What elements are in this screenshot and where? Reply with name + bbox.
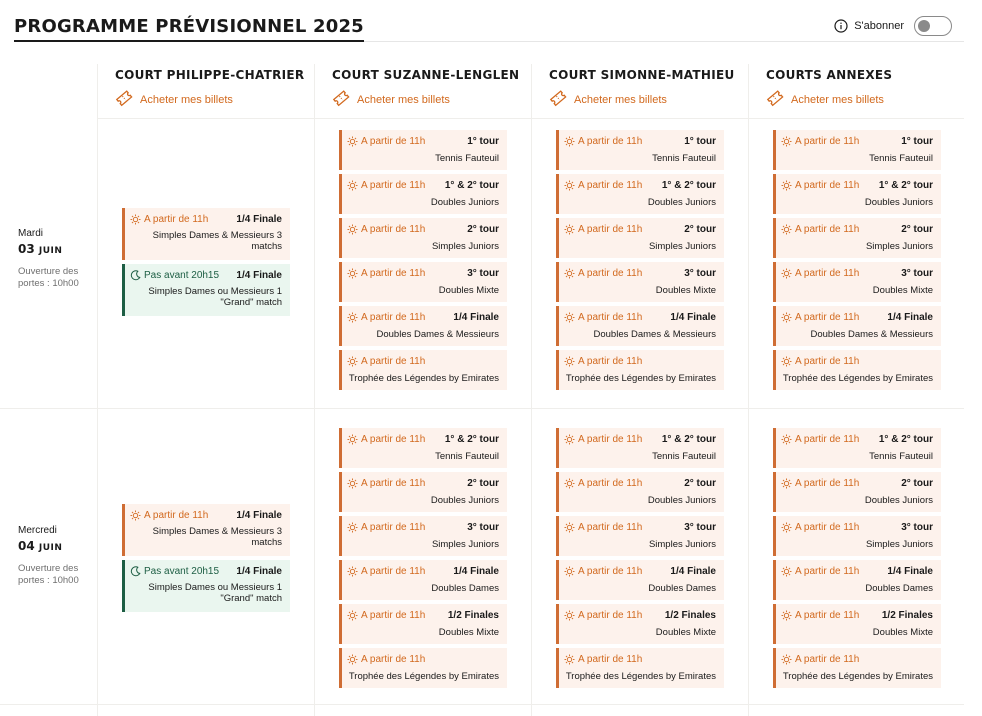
slot-time-label: A partir de 11h — [578, 522, 643, 533]
slot-time — [130, 510, 208, 521]
moon-icon — [130, 566, 141, 577]
day-date — [18, 539, 90, 553]
slot-round: 1/4 Finale — [887, 312, 933, 323]
match-slot[interactable] — [556, 174, 724, 214]
slot-round: 2° tour — [901, 478, 933, 489]
sun-icon — [347, 356, 358, 367]
slot-time-label: A partir de 11h — [795, 356, 860, 367]
slot-time — [347, 136, 425, 147]
match-slot[interactable] — [773, 218, 941, 258]
buy-tickets-label: Acheter mes billets — [357, 93, 450, 106]
slot-round: 3° tour — [901, 268, 933, 279]
slot-event: Tennis Fauteuil — [652, 451, 716, 462]
ticket-icon — [766, 89, 791, 110]
court-header — [766, 68, 892, 110]
slot-time-label: A partir de 11h — [578, 136, 643, 147]
slot-time — [564, 522, 642, 533]
match-slot[interactable] — [339, 428, 507, 468]
gate-opening: Ouverture des portes : 10h00 — [18, 563, 79, 586]
slot-event: Simples Juniors — [648, 241, 716, 252]
slot-event: Doubles Juniors — [430, 197, 499, 208]
match-slot[interactable] — [556, 516, 724, 556]
match-slot[interactable] — [339, 604, 507, 644]
sun-icon — [781, 312, 792, 323]
slot-time-label: A partir de 11h — [578, 610, 643, 621]
sun-icon — [347, 312, 358, 323]
slot-time — [781, 356, 859, 367]
slot-time — [564, 566, 642, 577]
match-slot[interactable] — [339, 350, 507, 390]
slot-round: 1/2 Finales — [664, 610, 716, 621]
match-slot[interactable] — [773, 648, 941, 688]
slot-time — [564, 654, 642, 665]
match-slot[interactable] — [556, 560, 724, 600]
sun-icon — [781, 224, 792, 235]
sun-icon — [781, 610, 792, 621]
buy-tickets-label: Acheter mes billets — [140, 93, 233, 106]
slot-time-label: A partir de 11h — [361, 268, 426, 279]
sun-icon — [347, 268, 358, 279]
slot-round: 2° tour — [684, 224, 716, 235]
slot-time-label: Pas avant 20h15 — [144, 270, 220, 281]
column-divider — [97, 64, 98, 716]
slot-round: 2° tour — [467, 478, 499, 489]
slot-time — [781, 224, 859, 235]
slot-time-label: A partir de 11h — [361, 180, 426, 191]
match-slot[interactable] — [556, 306, 724, 346]
match-slot[interactable] — [556, 428, 724, 468]
buy-tickets-link[interactable] — [766, 89, 892, 110]
slot-time — [130, 214, 208, 225]
slot-time — [347, 356, 425, 367]
slot-round: 1/2 Finales — [881, 610, 933, 621]
slot-event: Doubles Juniors — [864, 197, 933, 208]
slot-time-label: A partir de 11h — [578, 180, 643, 191]
day-number: 04 — [18, 539, 35, 553]
sun-icon — [564, 654, 575, 665]
slot-time — [347, 654, 425, 665]
slot-time — [781, 180, 859, 191]
match-slot[interactable] — [773, 560, 941, 600]
slot-time — [781, 566, 859, 577]
sun-icon — [564, 180, 575, 191]
slot-event: Doubles Dames — [865, 583, 933, 594]
slot-time — [347, 522, 425, 533]
column-divider — [748, 64, 749, 716]
sun-icon — [347, 180, 358, 191]
day-name: Mardi — [18, 228, 44, 239]
court-name: COURTS ANNEXES — [766, 68, 893, 82]
slot-event: Doubles Dames & Messieurs — [593, 329, 716, 340]
ticket-icon — [115, 89, 140, 110]
sun-icon — [781, 434, 792, 445]
slot-event: Doubles Juniors — [864, 495, 933, 506]
slot-event: Doubles Juniors — [647, 197, 716, 208]
slot-event: Doubles Juniors — [430, 495, 499, 506]
slot-event: Doubles Mixte — [872, 627, 933, 638]
slot-time — [781, 522, 859, 533]
slot-time — [347, 180, 425, 191]
slot-time — [564, 224, 642, 235]
subscribe-control — [834, 16, 952, 36]
slot-round: 1° tour — [684, 136, 716, 147]
match-slot[interactable] — [122, 560, 290, 612]
slot-time-label: A partir de 11h — [578, 356, 643, 367]
slot-time-label: A partir de 11h — [144, 214, 209, 225]
sun-icon — [781, 522, 792, 533]
slot-time — [781, 136, 859, 147]
match-slot[interactable] — [556, 472, 724, 512]
slot-time-label: A partir de 11h — [795, 312, 860, 323]
slot-event: Simples Juniors — [648, 539, 716, 550]
row-divider — [97, 118, 964, 119]
match-slot[interactable] — [339, 262, 507, 302]
slot-round: 1° & 2° tour — [878, 180, 933, 191]
match-slot[interactable] — [339, 648, 507, 688]
slot-time — [130, 270, 219, 281]
match-slot[interactable] — [339, 560, 507, 600]
slot-time — [781, 610, 859, 621]
slot-round: 1° & 2° tour — [661, 434, 716, 445]
slot-time-label: A partir de 11h — [361, 654, 426, 665]
slot-event: Doubles Mixte — [872, 285, 933, 296]
slot-time — [781, 434, 859, 445]
slot-time-label: A partir de 11h — [578, 478, 643, 489]
match-slot[interactable] — [122, 264, 290, 316]
slot-time-label: A partir de 11h — [795, 434, 860, 445]
slot-event: Simples Juniors — [431, 241, 499, 252]
slot-event: Simples Juniors — [865, 539, 933, 550]
sun-icon — [781, 654, 792, 665]
sun-icon — [564, 478, 575, 489]
sun-icon — [781, 478, 792, 489]
sun-icon — [781, 180, 792, 191]
slot-round: 1/4 Finale — [453, 312, 499, 323]
page-header — [14, 14, 964, 42]
slot-round: 1/4 Finale — [236, 214, 282, 225]
sun-icon — [564, 610, 575, 621]
court-name: COURT PHILIPPE-CHATRIER — [115, 68, 305, 82]
match-slot[interactable] — [339, 174, 507, 214]
subscribe-toggle[interactable] — [914, 16, 952, 36]
buy-tickets-link[interactable] — [549, 89, 735, 110]
slot-round: 1/4 Finale — [236, 270, 282, 281]
slot-round: 3° tour — [467, 268, 499, 279]
slot-time — [347, 610, 425, 621]
match-slot[interactable] — [773, 174, 941, 214]
sun-icon — [347, 136, 358, 147]
slot-time-label: A partir de 11h — [578, 566, 643, 577]
toggle-knob — [918, 20, 930, 32]
slot-round: 1/4 Finale — [670, 566, 716, 577]
match-slot[interactable] — [556, 604, 724, 644]
slot-time — [564, 180, 642, 191]
slot-event: Doubles Dames & Messieurs — [810, 329, 933, 340]
slot-time-label: A partir de 11h — [361, 434, 426, 445]
slot-time-label: A partir de 11h — [578, 268, 643, 279]
slot-event: Tennis Fauteuil — [869, 153, 933, 164]
slot-time — [347, 268, 425, 279]
slot-time-label: A partir de 11h — [795, 136, 860, 147]
day-number: 03 — [18, 242, 35, 256]
slot-round: 1° & 2° tour — [661, 180, 716, 191]
slot-time-label: A partir de 11h — [578, 654, 643, 665]
slot-time — [781, 654, 859, 665]
slot-time-label: A partir de 11h — [361, 356, 426, 367]
sun-icon — [564, 224, 575, 235]
slot-time — [564, 356, 642, 367]
slot-event: Tennis Fauteuil — [652, 153, 716, 164]
slot-event: Tennis Fauteuil — [869, 451, 933, 462]
slot-time-label: A partir de 11h — [795, 522, 860, 533]
slot-round: 1° & 2° tour — [444, 434, 499, 445]
sun-icon — [130, 510, 141, 521]
slot-event: Tennis Fauteuil — [435, 451, 499, 462]
sun-icon — [564, 566, 575, 577]
slot-time-label: A partir de 11h — [144, 510, 209, 521]
slot-time-label: A partir de 11h — [795, 268, 860, 279]
sun-icon — [347, 478, 358, 489]
slot-event: Doubles Mixte — [655, 285, 716, 296]
slot-time-label: A partir de 11h — [795, 180, 860, 191]
sun-icon — [347, 566, 358, 577]
slot-round: 1° & 2° tour — [878, 434, 933, 445]
slot-round: 3° tour — [901, 522, 933, 533]
slot-event: Trophée des Légendes by Emirates — [782, 671, 933, 682]
slot-event: Doubles Juniors — [647, 495, 716, 506]
row-divider — [0, 704, 964, 705]
slot-time-label: A partir de 11h — [795, 654, 860, 665]
slot-event: Trophée des Légendes by Emirates — [348, 671, 499, 682]
row-divider — [0, 408, 964, 409]
day-month: JUIN — [38, 246, 63, 256]
sun-icon — [347, 654, 358, 665]
slot-round: 3° tour — [684, 268, 716, 279]
slot-time — [347, 312, 425, 323]
buy-tickets-label: Acheter mes billets — [791, 93, 884, 106]
ticket-icon — [549, 89, 574, 110]
match-slot[interactable] — [773, 472, 941, 512]
sun-icon — [564, 356, 575, 367]
slot-event: Doubles Mixte — [438, 627, 499, 638]
slot-event: Simples Dames & Messieurs 3 matchs — [152, 230, 282, 252]
column-divider — [531, 64, 532, 716]
column-divider — [314, 64, 315, 716]
match-slot[interactable] — [122, 504, 290, 556]
day-date — [18, 242, 90, 256]
slot-event: Doubles Mixte — [438, 285, 499, 296]
slot-event: Doubles Dames — [648, 583, 716, 594]
slot-time-label: A partir de 11h — [361, 312, 426, 323]
slot-event: Trophée des Légendes by Emirates — [782, 373, 933, 384]
slot-time-label: A partir de 11h — [795, 224, 860, 235]
match-slot[interactable] — [773, 516, 941, 556]
ticket-icon — [332, 89, 357, 110]
sun-icon — [564, 268, 575, 279]
sun-icon — [781, 566, 792, 577]
match-slot[interactable] — [339, 218, 507, 258]
slot-time — [347, 224, 425, 235]
day-label — [18, 228, 90, 290]
match-slot[interactable] — [773, 604, 941, 644]
sun-icon — [781, 136, 792, 147]
court-name: COURT SUZANNE-LENGLEN — [332, 68, 520, 82]
slot-event: Simples Dames ou Messieurs 1 "Grand" match — [148, 582, 282, 604]
page-title: PROGRAMME PRÉVISIONNEL 2025 — [14, 17, 364, 42]
slot-round: 1/4 Finale — [453, 566, 499, 577]
court-header — [549, 68, 735, 110]
court-header — [332, 68, 519, 110]
slot-time-label: A partir de 11h — [361, 136, 426, 147]
sun-icon — [564, 312, 575, 323]
slot-event: Doubles Mixte — [655, 627, 716, 638]
match-slot[interactable] — [122, 208, 290, 260]
slot-round: 1° tour — [901, 136, 933, 147]
match-slot[interactable] — [773, 306, 941, 346]
slot-time — [564, 610, 642, 621]
match-slot[interactable] — [339, 472, 507, 512]
slot-time-label: A partir de 11h — [795, 566, 860, 577]
match-slot[interactable] — [556, 262, 724, 302]
day-month: JUIN — [38, 543, 63, 553]
slot-time — [564, 478, 642, 489]
slot-time-label: A partir de 11h — [578, 224, 643, 235]
sun-icon — [347, 610, 358, 621]
match-slot[interactable] — [339, 130, 507, 170]
slot-round: 1/2 Finales — [447, 610, 499, 621]
slot-event: Trophée des Légendes by Emirates — [348, 373, 499, 384]
slot-time — [781, 478, 859, 489]
slot-round: 2° tour — [467, 224, 499, 235]
slot-event: Trophée des Légendes by Emirates — [565, 671, 716, 682]
sun-icon — [781, 268, 792, 279]
slot-time — [781, 268, 859, 279]
slot-time — [347, 434, 425, 445]
slot-time-label: A partir de 11h — [795, 610, 860, 621]
info-icon[interactable] — [834, 19, 848, 33]
moon-icon — [130, 270, 141, 281]
slot-event: Simples Dames ou Messieurs 1 "Grand" match — [148, 286, 282, 308]
match-slot[interactable] — [773, 350, 941, 390]
slot-time-label: A partir de 11h — [578, 312, 643, 323]
sun-icon — [564, 522, 575, 533]
match-slot[interactable] — [556, 218, 724, 258]
slot-event: Doubles Dames — [431, 583, 499, 594]
slot-time — [130, 566, 219, 577]
slot-round: 2° tour — [684, 478, 716, 489]
sun-icon — [564, 434, 575, 445]
match-slot[interactable] — [773, 428, 941, 468]
slot-time — [781, 312, 859, 323]
match-slot[interactable] — [773, 130, 941, 170]
slot-time — [564, 268, 642, 279]
day-name: Mercredi — [18, 525, 57, 536]
match-slot[interactable] — [556, 130, 724, 170]
match-slot[interactable] — [339, 516, 507, 556]
slot-time-label: Pas avant 20h15 — [144, 566, 220, 577]
slot-event: Simples Juniors — [431, 539, 499, 550]
slot-time-label: A partir de 11h — [361, 566, 426, 577]
slot-event: Simples Juniors — [865, 241, 933, 252]
slot-time — [564, 312, 642, 323]
match-slot[interactable] — [773, 262, 941, 302]
slot-round: 1/4 Finale — [236, 510, 282, 521]
slot-round: 1/4 Finale — [670, 312, 716, 323]
court-header — [115, 68, 304, 110]
slot-round: 2° tour — [901, 224, 933, 235]
slot-round: 1° & 2° tour — [444, 180, 499, 191]
slot-event: Doubles Dames & Messieurs — [376, 329, 499, 340]
subscribe-label: S'abonner — [854, 20, 904, 32]
slot-round: 1/4 Finale — [236, 566, 282, 577]
slot-time-label: A partir de 11h — [361, 610, 426, 621]
match-slot[interactable] — [556, 648, 724, 688]
slot-event: Simples Dames & Messieurs 3 matchs — [152, 526, 282, 548]
slot-time-label: A partir de 11h — [361, 522, 426, 533]
slot-time-label: A partir de 11h — [578, 434, 643, 445]
slot-time-label: A partir de 11h — [795, 478, 860, 489]
slot-round: 1/4 Finale — [887, 566, 933, 577]
sun-icon — [781, 356, 792, 367]
slot-time-label: A partir de 11h — [361, 224, 426, 235]
slot-time — [347, 566, 425, 577]
slot-event: Trophée des Légendes by Emirates — [565, 373, 716, 384]
sun-icon — [347, 434, 358, 445]
match-slot[interactable] — [339, 306, 507, 346]
slot-round: 1° tour — [467, 136, 499, 147]
slot-event: Tennis Fauteuil — [435, 153, 499, 164]
slot-time — [564, 136, 642, 147]
buy-tickets-label: Acheter mes billets — [574, 93, 667, 106]
match-slot[interactable] — [556, 350, 724, 390]
court-name: COURT SIMONNE-MATHIEU — [549, 68, 735, 82]
slot-round: 3° tour — [467, 522, 499, 533]
day-label — [18, 525, 90, 587]
slot-round: 3° tour — [684, 522, 716, 533]
buy-tickets-link[interactable] — [332, 89, 519, 110]
sun-icon — [130, 214, 141, 225]
sun-icon — [564, 136, 575, 147]
slot-time-label: A partir de 11h — [361, 478, 426, 489]
slot-time — [347, 478, 425, 489]
buy-tickets-link[interactable] — [115, 89, 304, 110]
sun-icon — [347, 224, 358, 235]
gate-opening: Ouverture des portes : 10h00 — [18, 266, 79, 289]
sun-icon — [347, 522, 358, 533]
slot-time — [564, 434, 642, 445]
